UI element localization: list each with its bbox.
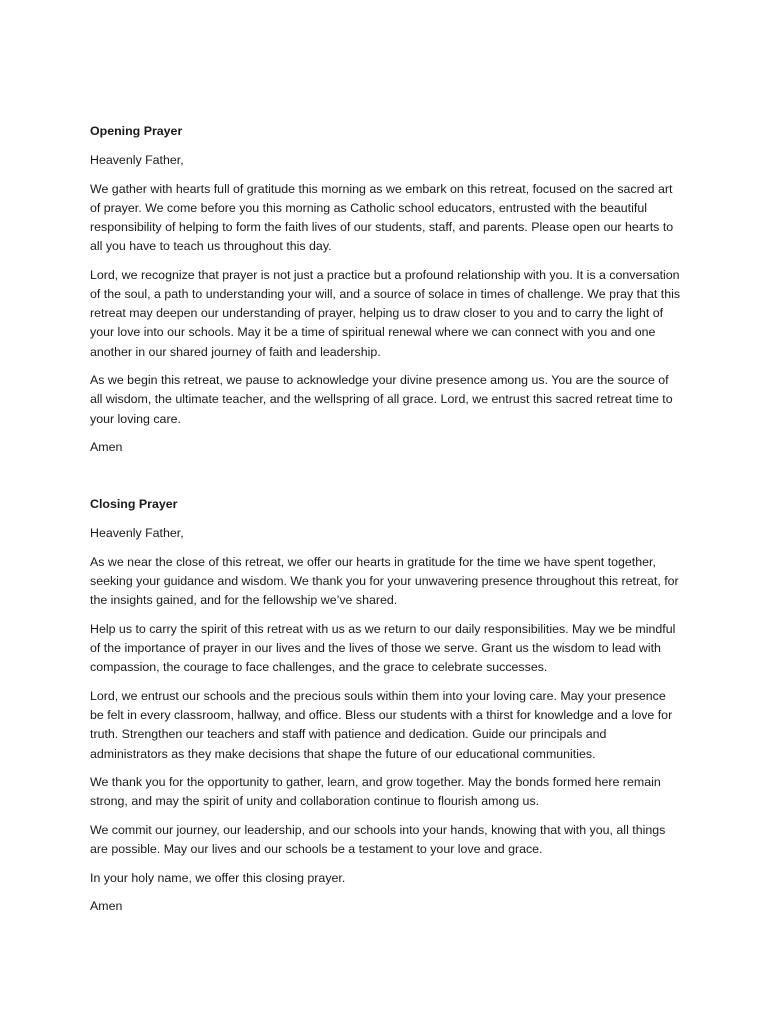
closing-paragraph: Lord, we entrust our schools and the precious souls within them into your loving care. May your presence be felt in every classroom, hallway, and office. Bless our students with a thirst for knowledge and a love for truth. Strengthen our teachers and staff with patience and dedication. Guide our principals and administrators as they make decisions that shape the future of our educational communities. [90,689,673,761]
opening-paragraph: As we begin this retreat, we pause to acknowledge your divine presence among us. You are the source of all wisdom, the ultimate teacher, and the wellspring of all grace. Lord, we entrust this sacred retreat time to your loving care. [90,373,673,426]
opening-prayer-section [90,122,682,457]
closing-amen: Amen [90,899,123,914]
closing-paragraph: We thank you for the opportunity to gather, learn, and grow together. May the bonds formed here remain strong, and may the spirit of unity and collaboration continue to flourish among us. [90,775,661,809]
opening-paragraph: Lord, we recognize that prayer is not just a practice but a profound relationship with you. It is a conversation of the soul, a path to understanding your will, and a source of solace in times of challenge. We pray that this retreat may deepen our understanding of prayer, helping us to draw closer to you and to carry the light of your love into our schools. May it be a time of spiritual renewal where we can connect with you and one another in our shared journey of faith and leadership. [90,267,681,359]
opening-amen: Amen [90,440,123,455]
closing-prayer-section [90,495,682,916]
opening-prayer-title: Opening Prayer [90,124,183,138]
document-page [90,122,682,926]
closing-paragraph: In your holy name, we offer this closing prayer. [90,870,346,885]
closing-paragraph: Help us to carry the spirit of this retreat with us as we return to our daily responsibilities. May we be mindful of the importance of prayer in our lives and the lives of those we serve. Grant us the wisdom to lead with compassion, the courage to face challenges, and the grace to celebrate successes. [90,622,676,675]
closing-prayer-title: Closing Prayer [90,497,178,512]
opening-paragraph: We gather with hearts full of gratitude this morning as we embark on this retreat, focused on the sacred art of prayer. We come before you this morning as Catholic school educators, entrusted with the beautiful responsibility of helping to form the faith lives of our students, staff, and parents. Please open our hearts to all you have to teach us throughout this day. [90,181,674,254]
opening-salutation: Heavenly Father, [90,153,184,167]
closing-salutation: Heavenly Father, [90,526,184,541]
closing-paragraph: As we near the close of this retreat, we offer our hearts in gratitude for the time we have spent together, seeking your guidance and wisdom. We thank you for your unwavering presence throughout this retreat, for the insights gained, and for the fellowship we’ve shared. [90,555,679,608]
closing-paragraph: We commit our journey, our leadership, and our schools into your hands, knowing that with you, all things are possible. May our lives and our schools be a testament to your love and grace. [90,823,666,857]
